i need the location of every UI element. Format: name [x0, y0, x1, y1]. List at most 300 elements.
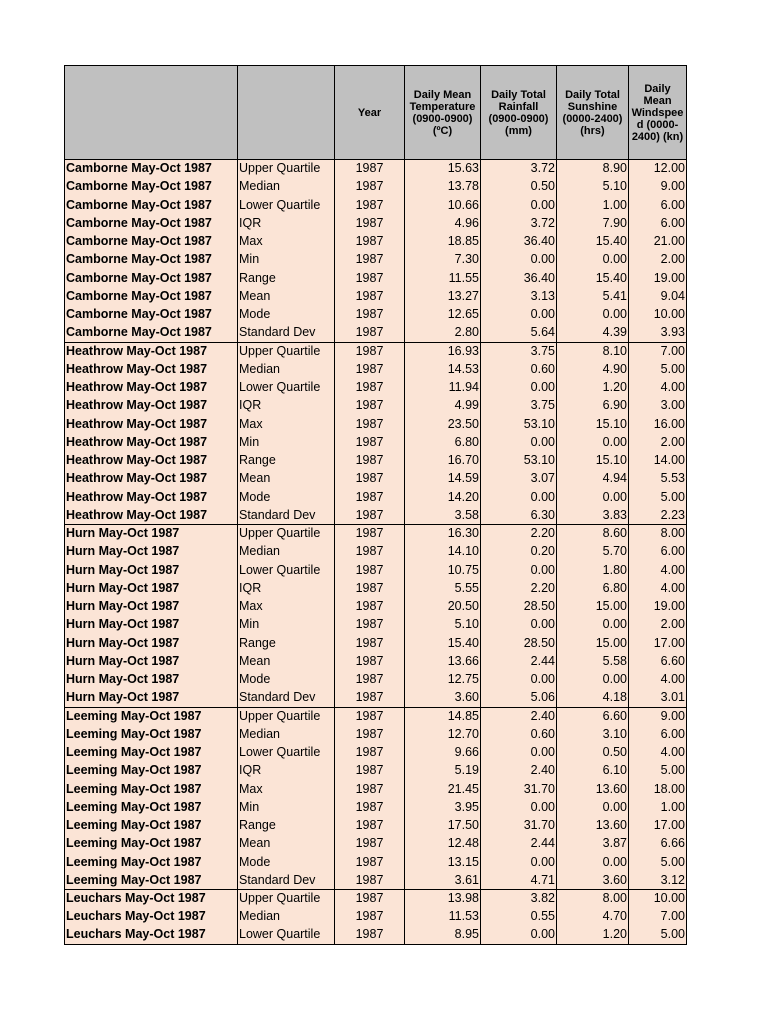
- sunshine-header: Daily Total Sunshine (0000-2400) (hrs): [557, 66, 629, 160]
- windspeed-cell: 21.00: [629, 233, 687, 251]
- windspeed-cell: 6.00: [629, 196, 687, 214]
- statistic-cell: Mean: [238, 470, 335, 488]
- table-row: [65, 324, 687, 342]
- table-row: [65, 707, 687, 725]
- year-cell: 1987: [335, 762, 405, 780]
- sunshine-cell: 15.10: [557, 452, 629, 470]
- temperature-cell: 12.70: [405, 725, 481, 743]
- sunshine-cell: 7.90: [557, 214, 629, 232]
- temperature-header: Daily Mean Temperature (0900-0900) (ºC): [405, 66, 481, 160]
- table-row: [65, 598, 687, 616]
- table-row: [65, 214, 687, 232]
- windspeed-cell: 8.00: [629, 525, 687, 543]
- station-cell: Leuchars May-Oct 1987: [65, 890, 238, 908]
- year-cell: 1987: [335, 598, 405, 616]
- table-row: [65, 652, 687, 670]
- sunshine-cell: 1.80: [557, 561, 629, 579]
- station-cell: Hurn May-Oct 1987: [65, 671, 238, 689]
- sunshine-cell: 8.00: [557, 890, 629, 908]
- windspeed-cell: 6.00: [629, 543, 687, 561]
- rainfall-cell: 6.30: [481, 506, 557, 524]
- rainfall-cell: 0.00: [481, 196, 557, 214]
- station-cell: Heathrow May-Oct 1987: [65, 397, 238, 415]
- table-row: [65, 762, 687, 780]
- temperature-cell: 10.75: [405, 561, 481, 579]
- statistic-cell: IQR: [238, 214, 335, 232]
- station-cell: Heathrow May-Oct 1987: [65, 506, 238, 524]
- statistic-cell: Mean: [238, 652, 335, 670]
- year-cell: 1987: [335, 798, 405, 816]
- temperature-cell: 7.30: [405, 251, 481, 269]
- windspeed-cell: 2.00: [629, 251, 687, 269]
- station-cell: Leeming May-Oct 1987: [65, 780, 238, 798]
- statistic-cell: Lower Quartile: [238, 561, 335, 579]
- temperature-cell: 14.85: [405, 707, 481, 725]
- rainfall-cell: 5.64: [481, 324, 557, 342]
- station-cell: Hurn May-Oct 1987: [65, 634, 238, 652]
- year-cell: 1987: [335, 780, 405, 798]
- statistic-cell: Mode: [238, 671, 335, 689]
- temperature-cell: 15.40: [405, 634, 481, 652]
- station-cell: Camborne May-Oct 1987: [65, 306, 238, 324]
- year-cell: 1987: [335, 561, 405, 579]
- windspeed-cell: 4.00: [629, 379, 687, 397]
- sunshine-cell: 4.18: [557, 689, 629, 707]
- statistic-header: [238, 66, 335, 160]
- temperature-cell: 5.55: [405, 579, 481, 597]
- temperature-cell: 15.63: [405, 160, 481, 178]
- year-cell: 1987: [335, 908, 405, 926]
- temperature-cell: 4.99: [405, 397, 481, 415]
- table-row: [65, 780, 687, 798]
- rainfall-cell: 2.20: [481, 525, 557, 543]
- statistic-cell: Upper Quartile: [238, 890, 335, 908]
- rainfall-cell: 0.00: [481, 853, 557, 871]
- sunshine-cell: 8.90: [557, 160, 629, 178]
- rainfall-cell: 5.06: [481, 689, 557, 707]
- windspeed-cell: 3.93: [629, 324, 687, 342]
- sunshine-cell: 1.20: [557, 926, 629, 944]
- station-cell: Heathrow May-Oct 1987: [65, 470, 238, 488]
- temperature-cell: 12.65: [405, 306, 481, 324]
- sunshine-cell: 5.58: [557, 652, 629, 670]
- sunshine-cell: 4.94: [557, 470, 629, 488]
- rainfall-cell: 0.00: [481, 926, 557, 944]
- station-cell: Heathrow May-Oct 1987: [65, 360, 238, 378]
- statistic-cell: Lower Quartile: [238, 744, 335, 762]
- station-cell: Leeming May-Oct 1987: [65, 762, 238, 780]
- table-row: [65, 506, 687, 524]
- table-row: [65, 342, 687, 360]
- station-cell: Hurn May-Oct 1987: [65, 561, 238, 579]
- sunshine-cell: 13.60: [557, 780, 629, 798]
- rainfall-cell: 28.50: [481, 598, 557, 616]
- statistic-cell: Median: [238, 725, 335, 743]
- statistic-cell: Min: [238, 251, 335, 269]
- rainfall-cell: 3.72: [481, 160, 557, 178]
- sunshine-cell: 6.80: [557, 579, 629, 597]
- table-row: [65, 835, 687, 853]
- temperature-cell: 8.95: [405, 926, 481, 944]
- station-cell: Camborne May-Oct 1987: [65, 178, 238, 196]
- table-row: [65, 251, 687, 269]
- temperature-cell: 6.80: [405, 433, 481, 451]
- sunshine-cell: 5.10: [557, 178, 629, 196]
- windspeed-cell: 6.00: [629, 214, 687, 232]
- table-row: [65, 543, 687, 561]
- statistic-cell: Mode: [238, 853, 335, 871]
- statistic-cell: Range: [238, 269, 335, 287]
- rainfall-cell: 0.00: [481, 561, 557, 579]
- sunshine-cell: 3.60: [557, 871, 629, 889]
- rainfall-cell: 0.60: [481, 360, 557, 378]
- sunshine-cell: 3.10: [557, 725, 629, 743]
- sunshine-cell: 15.00: [557, 598, 629, 616]
- statistic-cell: Standard Dev: [238, 689, 335, 707]
- year-cell: 1987: [335, 360, 405, 378]
- year-cell: 1987: [335, 415, 405, 433]
- temperature-cell: 4.96: [405, 214, 481, 232]
- rainfall-cell: 53.10: [481, 415, 557, 433]
- temperature-cell: 3.58: [405, 506, 481, 524]
- year-cell: 1987: [335, 890, 405, 908]
- windspeed-cell: 16.00: [629, 415, 687, 433]
- statistic-cell: Max: [238, 780, 335, 798]
- year-cell: 1987: [335, 671, 405, 689]
- sunshine-cell: 6.10: [557, 762, 629, 780]
- temperature-cell: 16.70: [405, 452, 481, 470]
- year-cell: 1987: [335, 652, 405, 670]
- table-row: [65, 871, 687, 889]
- sunshine-cell: 0.00: [557, 798, 629, 816]
- station-cell: Leuchars May-Oct 1987: [65, 908, 238, 926]
- station-cell: Leeming May-Oct 1987: [65, 707, 238, 725]
- rainfall-cell: 2.40: [481, 707, 557, 725]
- statistic-cell: IQR: [238, 579, 335, 597]
- temperature-cell: 11.94: [405, 379, 481, 397]
- statistic-cell: Median: [238, 360, 335, 378]
- sunshine-cell: 5.70: [557, 543, 629, 561]
- windspeed-cell: 5.00: [629, 853, 687, 871]
- station-cell: Leeming May-Oct 1987: [65, 871, 238, 889]
- windspeed-cell: 12.00: [629, 160, 687, 178]
- temperature-cell: 11.55: [405, 269, 481, 287]
- statistic-cell: Standard Dev: [238, 506, 335, 524]
- windspeed-cell: 4.00: [629, 579, 687, 597]
- rainfall-cell: 4.71: [481, 871, 557, 889]
- rainfall-cell: 53.10: [481, 452, 557, 470]
- windspeed-cell: 6.66: [629, 835, 687, 853]
- windspeed-cell: 18.00: [629, 780, 687, 798]
- windspeed-cell: 6.00: [629, 725, 687, 743]
- statistic-cell: Max: [238, 598, 335, 616]
- year-cell: 1987: [335, 506, 405, 524]
- year-cell: 1987: [335, 725, 405, 743]
- statistic-cell: Range: [238, 817, 335, 835]
- windspeed-cell: 3.00: [629, 397, 687, 415]
- station-cell: Heathrow May-Oct 1987: [65, 415, 238, 433]
- year-cell: 1987: [335, 324, 405, 342]
- temperature-cell: 13.78: [405, 178, 481, 196]
- table-row: [65, 725, 687, 743]
- year-cell: 1987: [335, 452, 405, 470]
- temperature-cell: 21.45: [405, 780, 481, 798]
- station-cell: Camborne May-Oct 1987: [65, 233, 238, 251]
- sunshine-cell: 0.00: [557, 671, 629, 689]
- statistic-cell: Upper Quartile: [238, 342, 335, 360]
- windspeed-cell: 17.00: [629, 817, 687, 835]
- year-cell: 1987: [335, 306, 405, 324]
- year-cell: 1987: [335, 689, 405, 707]
- statistic-cell: Upper Quartile: [238, 525, 335, 543]
- year-cell: 1987: [335, 926, 405, 944]
- windspeed-cell: 14.00: [629, 452, 687, 470]
- sunshine-cell: 4.70: [557, 908, 629, 926]
- temperature-cell: 14.53: [405, 360, 481, 378]
- windspeed-cell: 5.53: [629, 470, 687, 488]
- year-cell: 1987: [335, 433, 405, 451]
- temperature-cell: 12.75: [405, 671, 481, 689]
- table-row: [65, 196, 687, 214]
- year-cell: 1987: [335, 196, 405, 214]
- table-row: [65, 616, 687, 634]
- year-cell: 1987: [335, 543, 405, 561]
- year-cell: 1987: [335, 817, 405, 835]
- sunshine-cell: 15.40: [557, 269, 629, 287]
- table-row: [65, 433, 687, 451]
- station-cell: Heathrow May-Oct 1987: [65, 379, 238, 397]
- station-cell: Leeming May-Oct 1987: [65, 853, 238, 871]
- year-cell: 1987: [335, 616, 405, 634]
- station-cell: Hurn May-Oct 1987: [65, 525, 238, 543]
- windspeed-cell: 5.00: [629, 488, 687, 506]
- sunshine-cell: 0.00: [557, 251, 629, 269]
- statistic-cell: Mode: [238, 488, 335, 506]
- temperature-cell: 17.50: [405, 817, 481, 835]
- statistic-cell: Upper Quartile: [238, 160, 335, 178]
- table-row: [65, 671, 687, 689]
- station-cell: Leuchars May-Oct 1987: [65, 926, 238, 944]
- temperature-cell: 16.93: [405, 342, 481, 360]
- table-row: [65, 178, 687, 196]
- rainfall-cell: 3.13: [481, 287, 557, 305]
- year-cell: 1987: [335, 835, 405, 853]
- temperature-cell: 12.48: [405, 835, 481, 853]
- rainfall-cell: 0.50: [481, 178, 557, 196]
- rainfall-cell: 3.75: [481, 397, 557, 415]
- station-cell: Camborne May-Oct 1987: [65, 251, 238, 269]
- windspeed-cell: 2.00: [629, 433, 687, 451]
- year-cell: 1987: [335, 488, 405, 506]
- statistic-cell: Range: [238, 634, 335, 652]
- station-cell: Leeming May-Oct 1987: [65, 744, 238, 762]
- temperature-cell: 5.19: [405, 762, 481, 780]
- year-cell: 1987: [335, 287, 405, 305]
- table-row: [65, 233, 687, 251]
- year-cell: 1987: [335, 178, 405, 196]
- table-row: [65, 269, 687, 287]
- sunshine-cell: 0.00: [557, 616, 629, 634]
- year-cell: 1987: [335, 160, 405, 178]
- sunshine-cell: 15.00: [557, 634, 629, 652]
- station-cell: Leeming May-Oct 1987: [65, 725, 238, 743]
- year-cell: 1987: [335, 233, 405, 251]
- rainfall-cell: 0.00: [481, 251, 557, 269]
- sunshine-cell: 5.41: [557, 287, 629, 305]
- year-cell: 1987: [335, 853, 405, 871]
- sunshine-cell: 3.87: [557, 835, 629, 853]
- sunshine-cell: 0.00: [557, 433, 629, 451]
- table-row: [65, 525, 687, 543]
- windspeed-cell: 19.00: [629, 269, 687, 287]
- statistic-cell: Max: [238, 233, 335, 251]
- windspeed-cell: 2.23: [629, 506, 687, 524]
- temperature-cell: 11.53: [405, 908, 481, 926]
- rainfall-cell: 31.70: [481, 780, 557, 798]
- year-cell: 1987: [335, 707, 405, 725]
- statistic-cell: Mean: [238, 287, 335, 305]
- table-row: [65, 397, 687, 415]
- station-cell: Hurn May-Oct 1987: [65, 652, 238, 670]
- table-row: [65, 926, 687, 944]
- statistic-cell: Lower Quartile: [238, 196, 335, 214]
- station-cell: Hurn May-Oct 1987: [65, 689, 238, 707]
- station-cell: Leeming May-Oct 1987: [65, 835, 238, 853]
- statistic-cell: Standard Dev: [238, 871, 335, 889]
- station-cell: Heathrow May-Oct 1987: [65, 488, 238, 506]
- table-row: [65, 853, 687, 871]
- windspeed-cell: 5.00: [629, 762, 687, 780]
- temperature-cell: 13.27: [405, 287, 481, 305]
- station-cell: Camborne May-Oct 1987: [65, 287, 238, 305]
- temperature-cell: 18.85: [405, 233, 481, 251]
- rainfall-cell: 2.40: [481, 762, 557, 780]
- windspeed-cell: 9.00: [629, 178, 687, 196]
- temperature-cell: 23.50: [405, 415, 481, 433]
- sunshine-cell: 0.00: [557, 853, 629, 871]
- sunshine-cell: 8.60: [557, 525, 629, 543]
- rainfall-cell: 0.00: [481, 616, 557, 634]
- sunshine-cell: 4.39: [557, 324, 629, 342]
- temperature-cell: 13.15: [405, 853, 481, 871]
- temperature-cell: 14.59: [405, 470, 481, 488]
- station-header: [65, 66, 238, 160]
- windspeed-cell: 9.04: [629, 287, 687, 305]
- rainfall-cell: 3.82: [481, 890, 557, 908]
- rainfall-header: Daily Total Rainfall (0900-0900) (mm): [481, 66, 557, 160]
- station-cell: Camborne May-Oct 1987: [65, 269, 238, 287]
- year-cell: 1987: [335, 871, 405, 889]
- station-cell: Hurn May-Oct 1987: [65, 543, 238, 561]
- statistic-cell: IQR: [238, 762, 335, 780]
- table-row: [65, 744, 687, 762]
- temperature-cell: 10.66: [405, 196, 481, 214]
- rainfall-cell: 36.40: [481, 233, 557, 251]
- rainfall-cell: 0.00: [481, 306, 557, 324]
- station-cell: Camborne May-Oct 1987: [65, 196, 238, 214]
- statistic-cell: IQR: [238, 397, 335, 415]
- statistic-cell: Upper Quartile: [238, 707, 335, 725]
- rainfall-cell: 0.00: [481, 379, 557, 397]
- table-row: [65, 817, 687, 835]
- station-cell: Hurn May-Oct 1987: [65, 616, 238, 634]
- windspeed-cell: 10.00: [629, 306, 687, 324]
- rainfall-cell: 3.75: [481, 342, 557, 360]
- rainfall-cell: 3.72: [481, 214, 557, 232]
- windspeed-header: Daily Mean Windspee d (0000- 2400) (kn): [629, 66, 687, 160]
- temperature-cell: 5.10: [405, 616, 481, 634]
- header-row: [65, 66, 687, 160]
- temperature-cell: 13.66: [405, 652, 481, 670]
- statistic-cell: Lower Quartile: [238, 379, 335, 397]
- sunshine-cell: 15.40: [557, 233, 629, 251]
- station-cell: Camborne May-Oct 1987: [65, 214, 238, 232]
- statistic-cell: Lower Quartile: [238, 926, 335, 944]
- station-cell: Heathrow May-Oct 1987: [65, 452, 238, 470]
- windspeed-cell: 9.00: [629, 707, 687, 725]
- rainfall-cell: 0.00: [481, 488, 557, 506]
- table-row: [65, 306, 687, 324]
- station-cell: Leeming May-Oct 1987: [65, 817, 238, 835]
- table-row: [65, 470, 687, 488]
- rainfall-cell: 28.50: [481, 634, 557, 652]
- statistic-cell: Mode: [238, 306, 335, 324]
- table-row: [65, 488, 687, 506]
- year-cell: 1987: [335, 379, 405, 397]
- temperature-cell: 13.98: [405, 890, 481, 908]
- windspeed-cell: 5.00: [629, 360, 687, 378]
- table-row: [65, 798, 687, 816]
- table-row: [65, 415, 687, 433]
- rainfall-cell: 2.44: [481, 652, 557, 670]
- statistic-cell: Range: [238, 452, 335, 470]
- table-row: [65, 360, 687, 378]
- temperature-cell: 14.20: [405, 488, 481, 506]
- windspeed-cell: 6.60: [629, 652, 687, 670]
- windspeed-cell: 17.00: [629, 634, 687, 652]
- year-cell: 1987: [335, 214, 405, 232]
- sunshine-cell: 13.60: [557, 817, 629, 835]
- table-row: [65, 634, 687, 652]
- year-cell: 1987: [335, 269, 405, 287]
- sunshine-cell: 6.90: [557, 397, 629, 415]
- year-cell: 1987: [335, 342, 405, 360]
- statistic-cell: Min: [238, 433, 335, 451]
- year-cell: 1987: [335, 470, 405, 488]
- windspeed-cell: 3.12: [629, 871, 687, 889]
- statistic-cell: Standard Dev: [238, 324, 335, 342]
- station-cell: Hurn May-Oct 1987: [65, 598, 238, 616]
- rainfall-cell: 2.20: [481, 579, 557, 597]
- windspeed-cell: 4.00: [629, 744, 687, 762]
- temperature-cell: 20.50: [405, 598, 481, 616]
- windspeed-cell: 2.00: [629, 616, 687, 634]
- statistic-cell: Median: [238, 178, 335, 196]
- year-cell: 1987: [335, 251, 405, 269]
- sunshine-cell: 0.00: [557, 306, 629, 324]
- rainfall-cell: 0.20: [481, 543, 557, 561]
- station-cell: Leeming May-Oct 1987: [65, 798, 238, 816]
- station-cell: Hurn May-Oct 1987: [65, 579, 238, 597]
- station-cell: Heathrow May-Oct 1987: [65, 433, 238, 451]
- sunshine-cell: 8.10: [557, 342, 629, 360]
- temperature-cell: 3.61: [405, 871, 481, 889]
- table-row: [65, 908, 687, 926]
- year-cell: 1987: [335, 579, 405, 597]
- temperature-cell: 2.80: [405, 324, 481, 342]
- rainfall-cell: 31.70: [481, 817, 557, 835]
- windspeed-cell: 10.00: [629, 890, 687, 908]
